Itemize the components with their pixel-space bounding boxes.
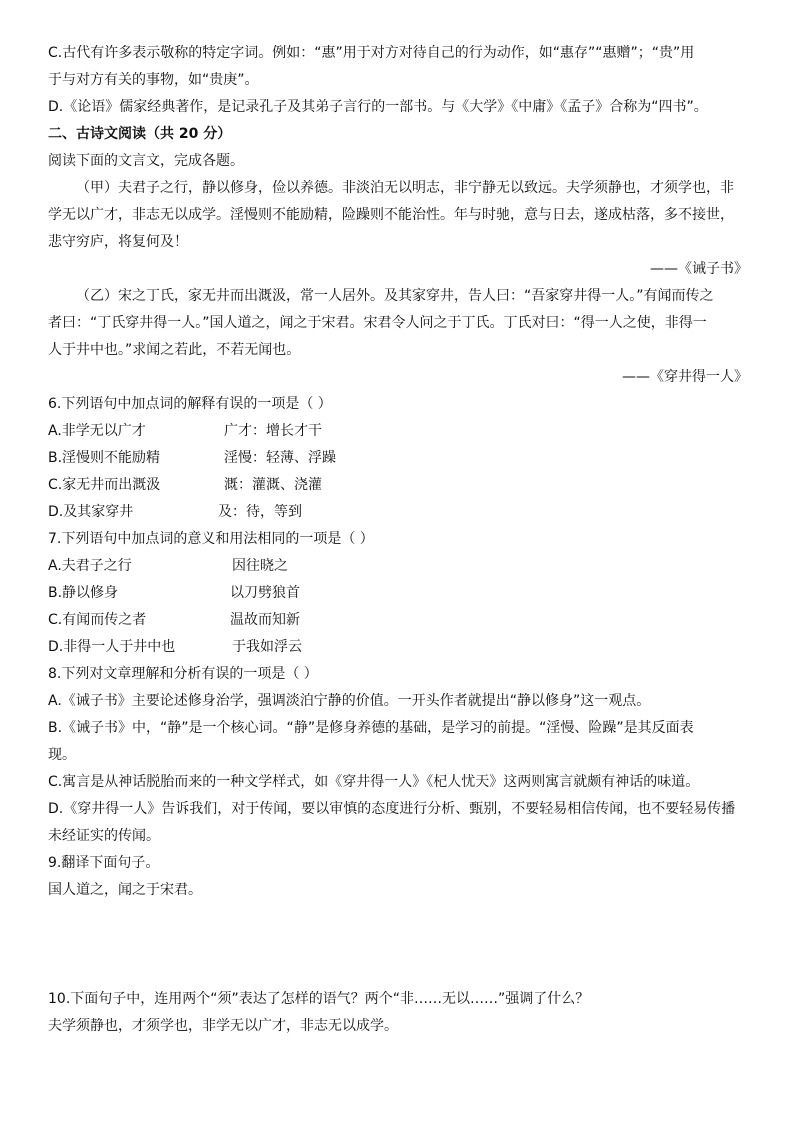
question-7-option-d xyxy=(48,634,748,661)
option-explanation: 及：待，等到 xyxy=(218,504,302,520)
answer-space xyxy=(48,904,748,986)
question-7-option-b xyxy=(48,580,748,607)
question-7 xyxy=(48,526,748,661)
passage-b-line: 者曰：“丁氏穿井得一人。”国人道之，闻之于宋君。宋君令人问之于丁氏。丁氏对曰：“得一人之使，非得一 xyxy=(48,315,707,331)
section-instruction: 阅读下面的文言文，完成各题。 xyxy=(48,153,244,169)
option-text: B.静以修身 xyxy=(48,585,119,601)
question-8-line: 现。 xyxy=(48,747,76,763)
option-compare: 于我如浮云 xyxy=(232,639,302,655)
passage-a-line: （甲）夫君子之行，静以修身，俭以养德。非淡泊无以明志，非宁静无以致远。夫学须静也，才须学也，非 xyxy=(76,180,734,196)
question-7-option-c xyxy=(48,607,748,634)
option-c-line-2: 于与对方有关的事物，如“贵庚”。 xyxy=(48,72,259,88)
question-9 xyxy=(48,850,748,904)
question-8-line: B.《诫子书》中，“静”是一个核心词。“静”是修身养德的基础，是学习的前提。“淫慢、险躁”是其反面表 xyxy=(48,720,694,736)
passage-b-source: ——《穿井得一人》 xyxy=(622,369,748,385)
passage-a xyxy=(48,175,748,283)
passage-a-line: 悲守穷庐，将复何及！ xyxy=(48,234,188,250)
option-compare: 以刀劈狼首 xyxy=(230,585,300,601)
option-compare: 因往晓之 xyxy=(232,558,288,574)
passage-b xyxy=(48,283,748,391)
section-title: 二、古诗文阅读（共 20 分） xyxy=(48,126,232,142)
question-7-stem: 7.下列语句中加点词的意义和用法相同的一项是（ ） xyxy=(48,531,374,547)
question-6-option-d xyxy=(48,499,748,526)
option-text: C.家无井而出溉汲 xyxy=(48,477,161,493)
question-10-stem: 10.下面句子中，连用两个“须”表达了怎样的语气？两个“非……无以……”强调了什么？ xyxy=(48,991,590,1007)
option-explanation: 溉：灌溉、浇灌 xyxy=(224,477,322,493)
question-6-option-c xyxy=(48,472,748,499)
option-text: D.及其家穿井 xyxy=(48,504,134,520)
passage-a-source: ——《诫子书》 xyxy=(650,261,748,277)
option-explanation: 淫慢：轻薄、浮躁 xyxy=(224,450,336,466)
question-8-line: 未经证实的传闻。 xyxy=(48,828,160,844)
option-explanation: 广才：增长才干 xyxy=(224,423,322,439)
passage-b-line: 人于井中也。”求闻之若此，不若无闻也。 xyxy=(48,342,301,358)
question-6-option-b xyxy=(48,445,748,472)
option-text: B.淫慢则不能励精 xyxy=(48,450,161,466)
question-8-line: A.《诫子书》主要论述修身治学，强调淡泊宁静的价值。一开头作者就提出“静以修身”这一观点。 xyxy=(48,693,651,709)
passage-b-line: （乙）宋之丁氏，家无井而出溉汲，常一人居外。及其家穿井，告人曰：“吾家穿井得一人。”有闻而传之 xyxy=(76,288,714,304)
question-8 xyxy=(48,661,748,850)
passage-a-line: 学无以广才，非志无以成学。淫慢则不能励精，险躁则不能治性。年与时驰，意与日去，遂成枯落，多不接世， xyxy=(48,207,734,223)
option-compare: 温故而知新 xyxy=(230,612,300,628)
question-6-stem: 6.下列语句中加点词的解释有误的一项是（ ） xyxy=(48,396,332,412)
question-9-sentence: 国人道之，闻之于宋君。 xyxy=(48,882,202,898)
question-8-line: C.寓言是从神话脱胎而来的一种文学样式，如《穿井得一人》《杞人忧天》这两则寓言就颇有神话的味道。 xyxy=(48,774,700,790)
question-10 xyxy=(48,986,748,1040)
option-d-line: D.《论语》儒家经典著作，是记录孔子及其弟子言行的一部书。与《大学》《中庸》《孟子》合称为“四书”。 xyxy=(48,99,708,115)
option-c-line-1: C.古代有许多表示敬称的特定字词。例如：“惠”用于对方对待自己的行为动作，如“惠存”“惠赠”；“贵”用 xyxy=(48,45,695,61)
option-text: D.非得一人于井中也 xyxy=(48,639,176,655)
exam-page xyxy=(48,40,748,1040)
question-6 xyxy=(48,391,748,526)
question-6-option-a xyxy=(48,418,748,445)
option-text: C.有闻而传之者 xyxy=(48,612,147,628)
question-8-stem: 8.下列对文章理解和分析有误的一项是（ ） xyxy=(48,666,318,682)
option-text: A.非学无以广才 xyxy=(48,423,146,439)
option-text: A.夫君子之行 xyxy=(48,558,132,574)
question-7-option-a xyxy=(48,553,748,580)
question-10-sentence: 夫学须静也，才须学也，非学无以广才，非志无以成学。 xyxy=(48,1018,398,1034)
question-9-stem: 9.翻译下面句子。 xyxy=(48,855,160,871)
question-8-line: D.《穿井得一人》告诉我们，对于传闻，要以审慎的态度进行分析、甄别，不要轻易相信传闻，也不要轻易传播 xyxy=(48,801,736,817)
